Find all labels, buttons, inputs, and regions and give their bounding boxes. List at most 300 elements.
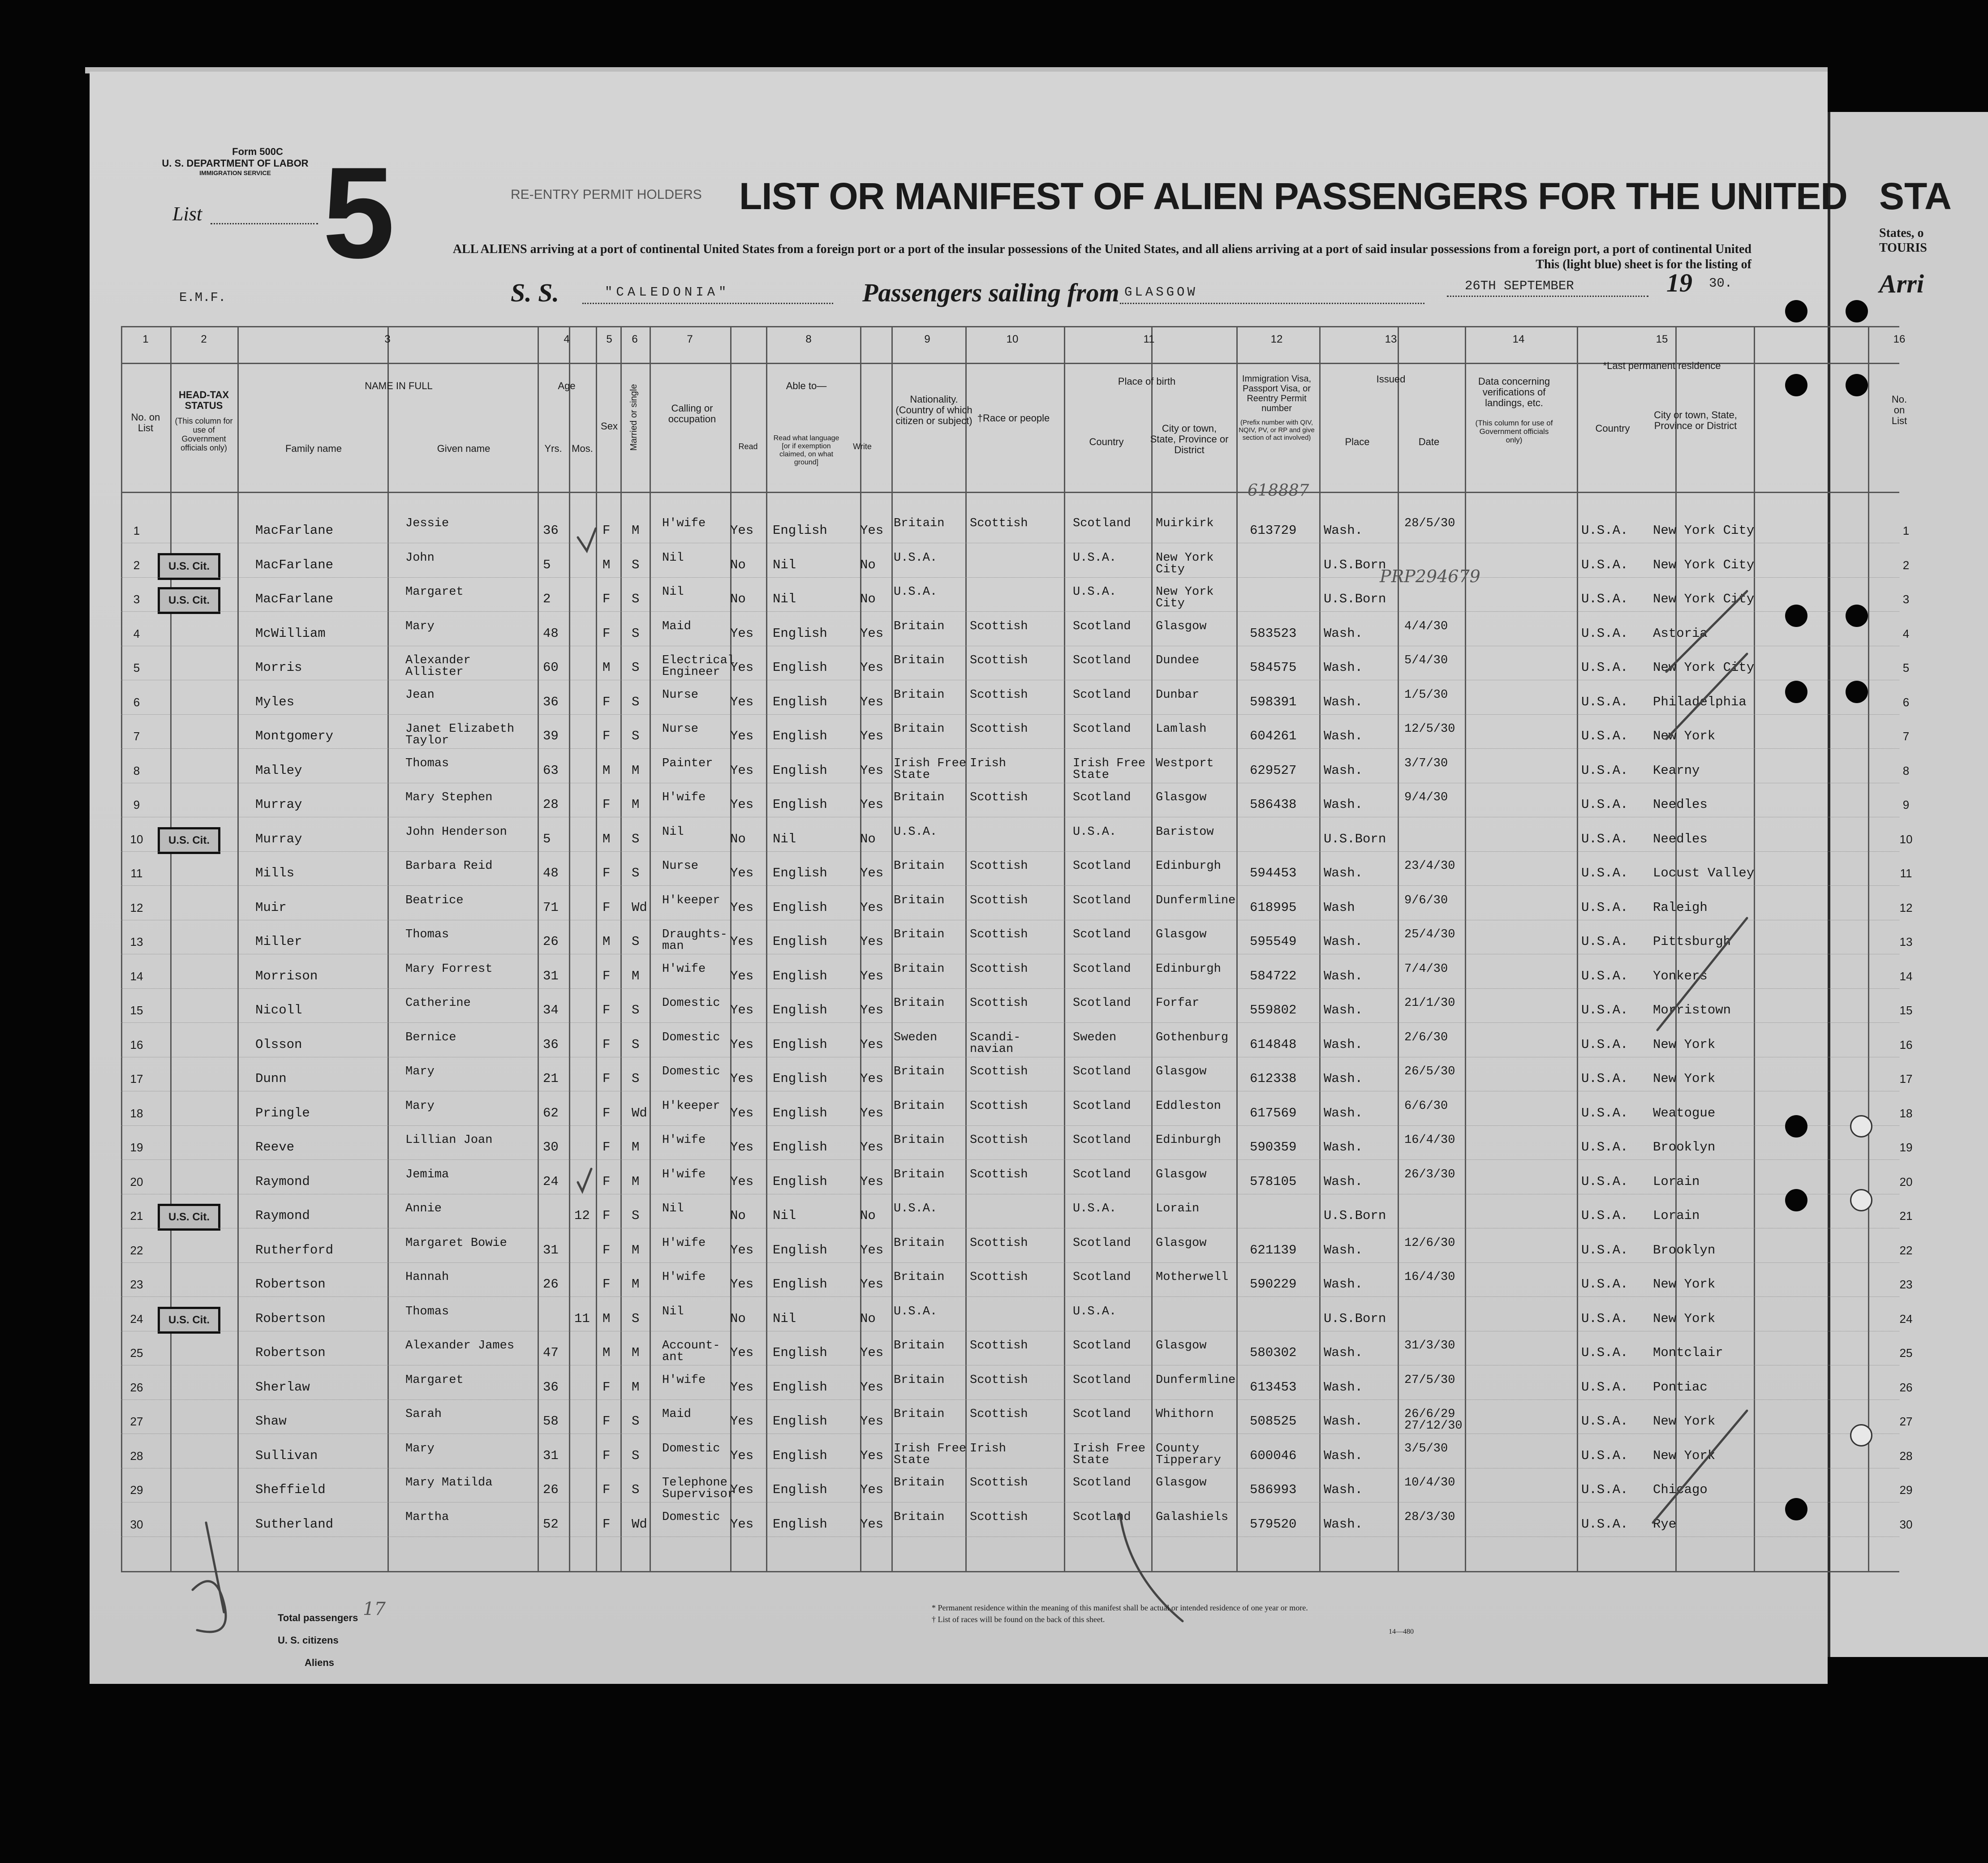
read-language: English (773, 1243, 827, 1258)
visa-number: 579520 (1250, 1517, 1297, 1532)
read-language: English (773, 729, 827, 743)
row-number: 8 (133, 764, 140, 777)
birth-city: Glasgow (1156, 620, 1207, 633)
visa-number: 595549 (1250, 934, 1297, 949)
emf-label: E.M.F. (179, 290, 226, 305)
race: Scottish (970, 1339, 1028, 1352)
row-number-right: 14 (1899, 970, 1913, 983)
residence-country: U.S.A. (1581, 1003, 1628, 1017)
visa-number: 586438 (1250, 797, 1297, 812)
issued-place: Wash. (1324, 763, 1363, 778)
family-name: Olsson (255, 1037, 302, 1052)
marital-status: M (632, 523, 640, 538)
nationality: Britain (894, 654, 945, 667)
race: Scottish (970, 791, 1028, 804)
family-name: Reeve (255, 1140, 295, 1155)
can-read: Yes (730, 695, 754, 709)
row-number-right: 2 (1902, 558, 1910, 572)
birth-country: Scotland (1073, 928, 1131, 941)
nationality: Britain (894, 928, 945, 941)
marital-status: S (632, 660, 640, 675)
can-read: Yes (730, 660, 754, 675)
birth-country: Scotland (1073, 1133, 1131, 1147)
row-number-right: 11 (1900, 867, 1912, 880)
service-label: IMMIGRATION SERVICE (199, 169, 271, 176)
sex-value: F (602, 1037, 611, 1052)
nationality: Britain (894, 1236, 945, 1250)
hdr-no-on-list-right: No. on List (1891, 394, 1907, 426)
visa-number: 590229 (1250, 1277, 1297, 1292)
issued-date: 12/6/30 (1404, 1236, 1455, 1250)
footnote-2: † List of races will be found on the back of this sheet. (932, 1615, 1105, 1624)
read-language: English (773, 1414, 827, 1429)
subtitle: ALL ALIENS arriving at a port of continental United States from a foreign port or a port of the insular possessions of the United States, and all aliens arriving at a port of said insular possessions from a foreign port, a port of continental United This (light blue) sheet is for the listing of (452, 242, 1751, 271)
can-write: Yes (860, 900, 884, 915)
read-language: English (773, 969, 827, 983)
sex-value: F (602, 1243, 611, 1258)
birth-country: Scotland (1073, 894, 1131, 907)
sex-value: M (602, 763, 611, 778)
given-name: Lillian Joan (405, 1133, 493, 1147)
nationality: U.S.A. (894, 1202, 938, 1215)
family-name: Robertson (255, 1345, 326, 1360)
issued-place: Wash. (1324, 1140, 1363, 1155)
race: Scottish (970, 1374, 1028, 1387)
nationality: Britain (894, 1374, 945, 1387)
read-language: English (773, 934, 827, 949)
occupation: H'wife (662, 1236, 706, 1250)
family-name: Sullivan (255, 1448, 318, 1463)
marital-status: S (632, 866, 640, 880)
residence-city: Astoria (1653, 626, 1708, 641)
form-code: 14—480 (1389, 1628, 1414, 1635)
right-title: STA (1879, 175, 1952, 217)
col-number: 8 (805, 333, 812, 345)
sailing-date: 26TH SEPTEMBER (1465, 279, 1574, 293)
birth-city: Glasgow (1156, 1065, 1207, 1078)
residence-country: U.S.A. (1581, 969, 1628, 983)
nationality: Britain (894, 620, 945, 633)
age-years: 26 (543, 1482, 559, 1497)
race: Scottish (970, 996, 1028, 1010)
sex-value: F (602, 1482, 611, 1497)
row-number-right: 9 (1902, 798, 1910, 811)
nationality: Irish Free State (894, 1442, 967, 1467)
issued-date: 2/6/30 (1404, 1031, 1448, 1044)
row-number: 6 (133, 695, 140, 709)
us-citizen-stamp: U.S. Cit. (158, 587, 220, 614)
row-number-right: 20 (1899, 1175, 1913, 1189)
residence-country: U.S.A. (1581, 660, 1628, 675)
residence-country: U.S.A. (1581, 523, 1628, 538)
row-number-right: 18 (1899, 1107, 1913, 1120)
visa-number: 613729 (1250, 523, 1297, 538)
birth-country: U.S.A. (1073, 585, 1117, 599)
read-language: Nil (773, 558, 796, 572)
can-write: Yes (860, 626, 884, 641)
race: Scandi-navian (970, 1031, 1021, 1056)
birth-city: Lorain (1156, 1202, 1200, 1215)
visa-number: 621139 (1250, 1243, 1297, 1258)
page-title: LIST OR MANIFEST OF ALIEN PASSENGERS FOR THE UNITED (739, 175, 1847, 217)
sex-value: F (602, 523, 611, 538)
can-write: Yes (860, 660, 884, 675)
can-write: Yes (860, 969, 884, 983)
row-number-right: 10 (1899, 833, 1913, 846)
row-number: 3 (133, 592, 140, 606)
family-name: Raymond (255, 1208, 310, 1223)
visa-number: 559802 (1250, 1003, 1297, 1017)
occupation: Nil (662, 585, 684, 599)
can-read: Yes (730, 523, 754, 538)
read-language: Nil (773, 832, 796, 846)
read-language: English (773, 660, 827, 675)
family-name: Sutherland (255, 1517, 334, 1532)
birth-country: Scotland (1073, 962, 1131, 976)
occupation: Nurse (662, 722, 699, 736)
residence-city: Locust Valley (1653, 866, 1755, 880)
given-name: Jemima (405, 1168, 449, 1181)
row-number: 30 (130, 1518, 143, 1531)
residence-country: U.S.A. (1581, 558, 1628, 572)
handwritten-annotation: PRP294679 (1380, 567, 1480, 586)
birth-city: Edinburgh (1156, 859, 1221, 873)
row-number-right: 17 (1899, 1072, 1913, 1086)
visa-number: 584722 (1250, 969, 1297, 983)
birth-country: Scotland (1073, 1236, 1131, 1250)
can-write: Yes (860, 1037, 884, 1052)
occupation: Nurse (662, 859, 699, 873)
can-read: Yes (730, 1448, 754, 1463)
issued-place: Wash. (1324, 1106, 1363, 1120)
row-number: 14 (130, 970, 143, 983)
birth-country: Scotland (1073, 1065, 1131, 1078)
hdr-read-lang: Read what language [or if exemption claimed, on what ground] (773, 434, 839, 466)
issued-place: Wash. (1324, 660, 1363, 675)
sex-value: F (602, 729, 611, 743)
can-read: Yes (730, 969, 754, 983)
can-read: No (730, 592, 746, 606)
occupation: H'wife (662, 1133, 706, 1147)
can-read: Yes (730, 1414, 754, 1429)
residence-city: Yonkers (1653, 969, 1708, 983)
can-write: Yes (860, 1106, 884, 1120)
given-name: Mary Matilda (405, 1476, 493, 1490)
race: Scottish (970, 654, 1028, 667)
col-number: 3 (384, 333, 391, 345)
birth-country: Scotland (1073, 1168, 1131, 1181)
residence-country: U.S.A. (1581, 832, 1628, 846)
nationality: Irish Free State (894, 757, 967, 782)
us-citizen-stamp: U.S. Cit. (158, 553, 220, 580)
issued-place: U.S.Born (1324, 832, 1386, 846)
residence-country: U.S.A. (1581, 1380, 1628, 1395)
family-name: Murray (255, 832, 302, 846)
row-number: 21 (130, 1209, 143, 1223)
row-number-right: 27 (1899, 1415, 1913, 1428)
marital-status: M (632, 1380, 640, 1395)
birth-city: Eddleston (1156, 1099, 1221, 1113)
can-read: Yes (730, 763, 754, 778)
row-number: 2 (133, 558, 140, 572)
year-prefix: 19 (1666, 268, 1692, 297)
issued-date: 16/4/30 (1404, 1133, 1455, 1147)
occupation: Maid (662, 1408, 691, 1421)
can-read: Yes (730, 1037, 754, 1052)
marital-status: M (632, 797, 640, 812)
birth-country: Scotland (1073, 859, 1131, 873)
issued-date: 3/5/30 (1404, 1442, 1448, 1455)
birth-city: Whithorn (1156, 1408, 1214, 1421)
occupation: Account-ant (662, 1339, 720, 1364)
age-years: 71 (543, 900, 559, 915)
visa-number: 618995 (1250, 900, 1297, 915)
total-passengers-label: Total passengers (278, 1612, 358, 1623)
age-years: 47 (543, 1345, 559, 1360)
sex-value: F (602, 1277, 611, 1292)
row-number-right: 25 (1899, 1346, 1913, 1360)
sex-value: M (602, 660, 611, 675)
family-name: Sherlaw (255, 1380, 310, 1395)
total-passengers-value: 17 (363, 1599, 386, 1619)
family-name: Muir (255, 900, 287, 915)
issued-date: 9/6/30 (1404, 894, 1448, 907)
hdr-last-res: *Last permanent residence (1603, 360, 1721, 371)
issued-date: 5/4/30 (1404, 654, 1448, 667)
issued-date: 26/3/30 (1404, 1168, 1455, 1181)
race: Scottish (970, 1476, 1028, 1490)
read-language: English (773, 900, 827, 915)
row-number: 17 (130, 1072, 143, 1086)
hdr-head-tax-note: (This column for use of Government officials only) (175, 416, 233, 452)
race: Scottish (970, 1099, 1028, 1113)
can-read: Yes (730, 866, 754, 880)
can-read: Yes (730, 797, 754, 812)
residence-country: U.S.A. (1581, 763, 1628, 778)
can-read: Yes (730, 1106, 754, 1120)
hdr-visa: Immigration Visa, Passport Visa, or Reentry Permit number (1242, 374, 1312, 413)
family-name: Robertson (255, 1277, 326, 1292)
family-name: MacFarlane (255, 558, 334, 572)
occupation: H'wife (662, 517, 706, 530)
sex-value: F (602, 1071, 611, 1086)
can-write: Yes (860, 695, 884, 709)
visa-number: 578105 (1250, 1174, 1297, 1189)
occupation: Telephone Supervisor (662, 1476, 735, 1501)
read-language: English (773, 866, 827, 880)
can-read: Yes (730, 934, 754, 949)
age-years: 26 (543, 934, 559, 949)
issued-place: Wash. (1324, 934, 1363, 949)
residence-city: Brooklyn (1653, 1243, 1716, 1258)
nationality: U.S.A. (894, 1305, 938, 1318)
birth-country: U.S.A. (1073, 1202, 1117, 1215)
birth-city: Baristow (1156, 825, 1214, 839)
given-name: Mary (405, 1442, 435, 1455)
residence-city: New York (1653, 1448, 1716, 1463)
birth-city: Glasgow (1156, 791, 1207, 804)
row-number-right: 4 (1902, 627, 1910, 640)
row-number-right: 7 (1902, 730, 1910, 743)
age-years: 34 (543, 1003, 559, 1017)
age-years: 63 (543, 763, 559, 778)
can-read: Yes (730, 1482, 754, 1497)
col-number: 14 (1512, 333, 1525, 345)
can-read: Yes (730, 900, 754, 915)
col-number: 12 (1270, 333, 1283, 345)
family-name: Shaw (255, 1414, 287, 1429)
issued-place: Wash. (1324, 523, 1363, 538)
marital-status: S (632, 1037, 640, 1052)
nationality: Britain (894, 1476, 945, 1490)
can-read: Yes (730, 1243, 754, 1258)
age-years: 60 (543, 660, 559, 675)
age-years: 62 (543, 1106, 559, 1120)
hdr-no-on-list: No. on List (131, 412, 160, 434)
residence-country: U.S.A. (1581, 1448, 1628, 1463)
form-number: Form 500C (232, 146, 283, 157)
occupation: H'wife (662, 1168, 706, 1181)
hdr-yrs: Yrs. (544, 443, 562, 454)
occupation: Painter (662, 757, 713, 770)
birth-country: Scotland (1073, 722, 1131, 736)
hdr-name-in-full: NAME IN FULL (365, 380, 433, 391)
residence-country: U.S.A. (1581, 1517, 1628, 1532)
row-number-right: 23 (1899, 1278, 1913, 1291)
col-number: 11 (1143, 333, 1155, 345)
nationality: Britain (894, 1271, 945, 1284)
row-number: 19 (130, 1141, 143, 1154)
residence-country: U.S.A. (1581, 729, 1628, 743)
age-years: 36 (543, 523, 559, 538)
age-years: 31 (543, 969, 559, 983)
issued-date: 3/7/30 (1404, 757, 1448, 770)
col-number: 6 (632, 333, 638, 345)
marital-status: S (632, 1208, 640, 1223)
race: Scottish (970, 1065, 1028, 1078)
nationality: U.S.A. (894, 551, 938, 565)
can-write: No (860, 592, 876, 606)
family-name: Morrison (255, 969, 318, 983)
issued-date: 31/3/30 (1404, 1339, 1455, 1352)
issued-place: Wash. (1324, 1414, 1363, 1429)
issued-place: Wash. (1324, 1517, 1363, 1532)
family-name: Robertson (255, 1311, 326, 1326)
col-number: 4 (564, 333, 570, 345)
birth-city: Motherwell (1156, 1271, 1229, 1284)
residence-city: New York (1653, 1414, 1716, 1429)
marital-status: S (632, 934, 640, 949)
family-name: Sheffield (255, 1482, 326, 1497)
given-name: Margaret (405, 1374, 464, 1387)
nationality: Britain (894, 1511, 945, 1524)
hdr-res-country: Country (1595, 423, 1630, 434)
residence-city: New York (1653, 1071, 1716, 1086)
birth-city: Glasgow (1156, 1476, 1207, 1490)
marital-status: Wd (632, 1106, 647, 1120)
issued-date: 4/4/30 (1404, 620, 1448, 633)
family-name: MacFarlane (255, 592, 334, 606)
occupation: Nurse (662, 688, 699, 702)
read-language: English (773, 1448, 827, 1463)
read-language: English (773, 1174, 827, 1189)
row-number: 5 (133, 661, 140, 674)
birth-city: New York City (1156, 585, 1214, 610)
race: Scottish (970, 517, 1028, 530)
issued-date: 7/4/30 (1404, 962, 1448, 976)
can-write: Yes (860, 1414, 884, 1429)
hdr-verif-note: (This column for use of Government officials only) (1475, 419, 1553, 444)
year-suffix: 30. (1709, 276, 1733, 291)
occupation: Nil (662, 825, 684, 839)
given-name: John Henderson (405, 825, 507, 839)
sex-value: M (602, 1345, 611, 1360)
age-years: 31 (543, 1243, 559, 1258)
residence-city: Pittsburgh (1653, 934, 1731, 949)
family-name: Murray (255, 797, 302, 812)
nationality: Sweden (894, 1031, 938, 1044)
row-number-right: 5 (1902, 661, 1910, 674)
visa-number: 617569 (1250, 1106, 1297, 1120)
col-number: 7 (687, 333, 693, 345)
hdr-nationality: Nationality. (Country of which citizen or subject) (895, 394, 972, 426)
marital-status: S (632, 1448, 640, 1463)
residence-city: New York (1653, 1311, 1716, 1326)
can-write: No (860, 558, 876, 572)
read-language: Nil (773, 1311, 796, 1326)
col-number: 1 (142, 333, 149, 345)
row-number: 11 (130, 867, 143, 880)
birth-city: New York City (1156, 551, 1214, 576)
can-read: Yes (730, 1517, 754, 1532)
age-years: 58 (543, 1414, 559, 1429)
issued-date: 25/4/30 (1404, 928, 1455, 941)
sex-value: F (602, 1208, 611, 1223)
residence-city: New York (1653, 1037, 1716, 1052)
row-number-right: 22 (1899, 1244, 1913, 1257)
residence-country: U.S.A. (1581, 866, 1628, 880)
birth-city: Westport (1156, 757, 1214, 770)
occupation: Nil (662, 1305, 684, 1318)
can-read: Yes (730, 1277, 754, 1292)
family-name: Myles (255, 695, 295, 709)
residence-city: Raleigh (1653, 900, 1708, 915)
marital-status: M (632, 1243, 640, 1258)
age-years: 48 (543, 866, 559, 880)
row-number: 13 (130, 935, 143, 949)
sex-value: F (602, 1414, 611, 1429)
sex-value: F (602, 797, 611, 812)
row-number-right: 28 (1899, 1449, 1913, 1463)
occupation: Domestic (662, 1442, 720, 1455)
birth-country: Scotland (1073, 654, 1131, 667)
birth-city: Gothenburg (1156, 1031, 1229, 1044)
row-number: 7 (133, 730, 140, 743)
footnote-1: * Permanent residence within the meaning of this manifest shall be actual or intended residence of one year or more. (932, 1603, 1308, 1612)
given-name: Sarah (405, 1408, 442, 1421)
residence-country: U.S.A. (1581, 592, 1628, 606)
birth-city: Forfar (1156, 996, 1200, 1010)
can-read: No (730, 1208, 746, 1223)
birth-country: Scotland (1073, 1099, 1131, 1113)
residence-city: Morristown (1653, 1003, 1731, 1017)
issued-place: Wash (1324, 900, 1355, 915)
visa-number: 586993 (1250, 1482, 1297, 1497)
family-name: McWilliam (255, 626, 326, 641)
can-write: No (860, 1208, 876, 1223)
col-number: 16 (1893, 333, 1906, 345)
marital-status: Wd (632, 1517, 647, 1532)
